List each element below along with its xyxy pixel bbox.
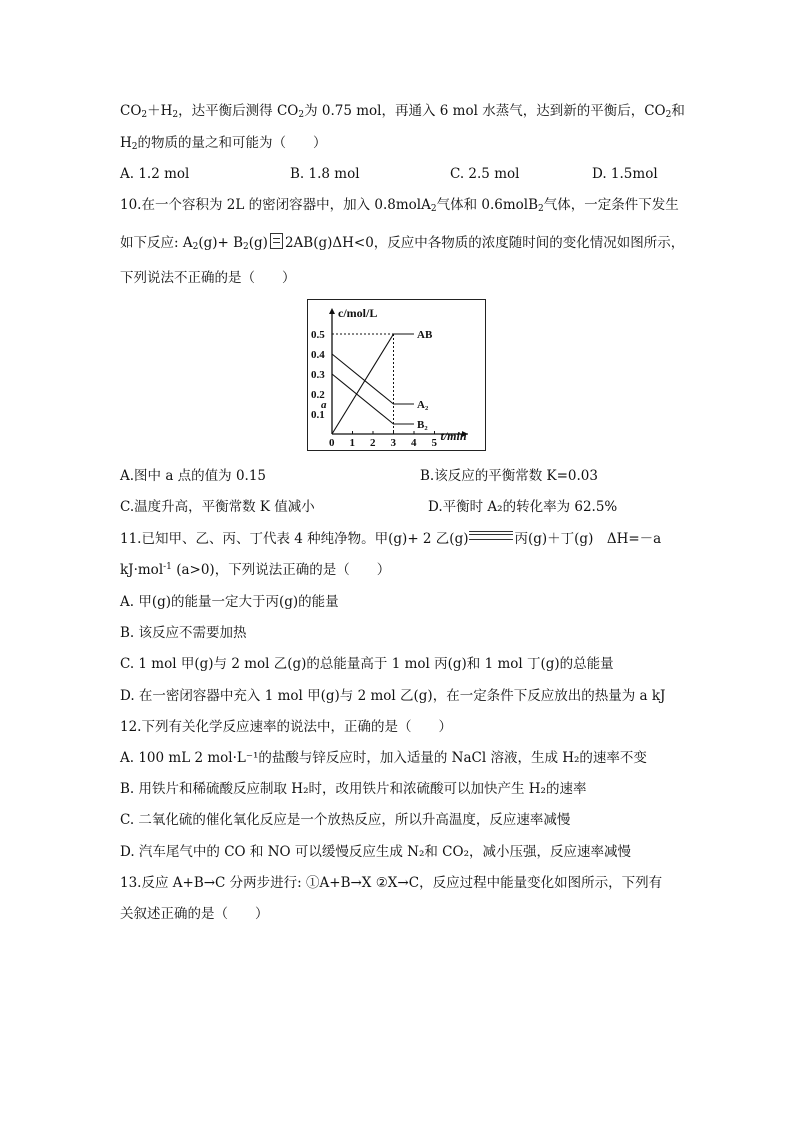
x-tick-label: 0 <box>329 437 335 449</box>
x-tick-label: 2 <box>370 437 376 449</box>
y-tick-label: 0.3 <box>311 369 325 381</box>
q10-line3: 下列说法不正确的是（ ） <box>120 270 296 286</box>
y-tick-label: 0.1 <box>311 409 325 421</box>
series-line-2 <box>332 374 414 424</box>
q9-option-b: B. 1.8 mol <box>290 166 360 182</box>
q9-line1: $CO_2+H_2$，达平衡后测得 $CO_2$为 0.75 mol，再通入 6 mol 水蒸气，达到新的平衡后，$CO_2$和 <box>120 103 685 120</box>
concentration-time-chart <box>307 299 486 451</box>
q11-line1: 11.已知甲、乙、丙、丁代表 4 种纯净物。甲(g)+ 2 乙(g) 丙(g)＋丁(g) ΔH=－a <box>120 531 662 547</box>
q11-option-c: C. 1 mol 甲(g)与 2 mol 乙(g)的总能量高于 1 mol 丙(g)和 1 mol 丁(g)的总能量 <box>120 656 614 672</box>
q9-option-a: A. 1.2 mol <box>120 166 190 182</box>
q12-option-b: B. 用铁片和稀硫酸反应制取 H₂时，改用铁片和浓硫酸可以加快产生 H₂的速率 <box>120 781 587 797</box>
series-label-1: A₂ <box>417 399 429 411</box>
y-tick-label: 0.4 <box>311 349 325 361</box>
q11-line2: kJ·mol$^{-1}$ (a>0)，下列说法正确的是（ ） <box>120 562 391 578</box>
series-line-1 <box>332 354 414 404</box>
series-label-2: B₂ <box>417 419 428 431</box>
q9-option-d: D. 1.5mol <box>592 166 658 182</box>
q11-option-d: D. 在一密闭容器中充入 1 mol 甲(g)与 2 mol 乙(g)，在一定条件下反应放出的热量为 a kJ <box>120 688 666 704</box>
x-tick-label: 4 <box>411 437 417 449</box>
q10-option-c: C.温度升高，平衡常数 K 值减小 <box>120 499 315 515</box>
y-tick-label: 0.2 <box>311 389 325 401</box>
y-axis-arrow-icon <box>329 308 335 314</box>
chart-svg <box>308 300 484 449</box>
q10-option-a: A.图中 a 点的值为 0.15 <box>120 468 267 484</box>
q12-option-d: D. 汽车尾气中的 CO 和 NO 可以缓慢反应生成 N₂和 CO₂，减小压强，反应速率减慢 <box>120 844 631 860</box>
q12-stem: 12.下列有关化学反应速率的说法中，正确的是（ ） <box>120 719 452 735</box>
q9-line2: $H_2$的物质的量之和可能为（ ） <box>120 135 327 152</box>
q13-line1: 13.反应 A+B→C 分两步进行: ①A+B→X ②X→C，反应过程中能量变化如图所示，下列有 <box>120 875 663 891</box>
equilibrium-symbol-icon <box>270 233 283 249</box>
x-axis-label: t/min <box>440 429 467 443</box>
q12-option-a: A. 100 mL 2 mol·L⁻¹的盐酸与锌反应时，加入适量的 NaCl 溶液，生成 H₂的速率不变 <box>120 750 647 766</box>
q12-option-c: C. 二氧化硫的催化氧化反应是一个放热反应，所以升高温度，反应速率减慢 <box>120 812 571 828</box>
equilibrium-long-symbol-icon <box>469 531 513 540</box>
x-tick-label: 1 <box>349 437 355 449</box>
q9-option-c: C. 2.5 mol <box>450 166 520 182</box>
q11-option-b: B. 该反应不需要加热 <box>120 625 247 641</box>
q10-option-d: D.平衡时 A₂的转化率为 62.5% <box>428 499 618 515</box>
x-tick-label: 3 <box>390 437 396 449</box>
q10-line1: 10.在一个容积为 2L 的密闭容器中，加入 0.8molA$_2$气体和 0.6molB$_2$气体，一定条件下发生 <box>120 197 679 214</box>
q11-option-a: A. 甲(g)的能量一定大于丙(g)的能量 <box>120 594 339 610</box>
q10-option-b: B.该反应的平衡常数 K=0.03 <box>420 468 598 484</box>
series-label-0: AB <box>417 329 433 341</box>
y-tick-label: 0.5 <box>311 329 325 341</box>
q10-line2: 如下反应: $A_2(g)+ B_2(g)$ 2AB(g)ΔH<0，反应中各物质的浓度随时间的变化情况如图所示， <box>120 235 685 252</box>
x-tick-label: 5 <box>431 437 437 449</box>
y-tick-label: a <box>321 399 327 411</box>
y-axis-label: c/mol/L <box>338 306 378 320</box>
q13-line2: 关叙述正确的是（ ） <box>120 906 269 922</box>
